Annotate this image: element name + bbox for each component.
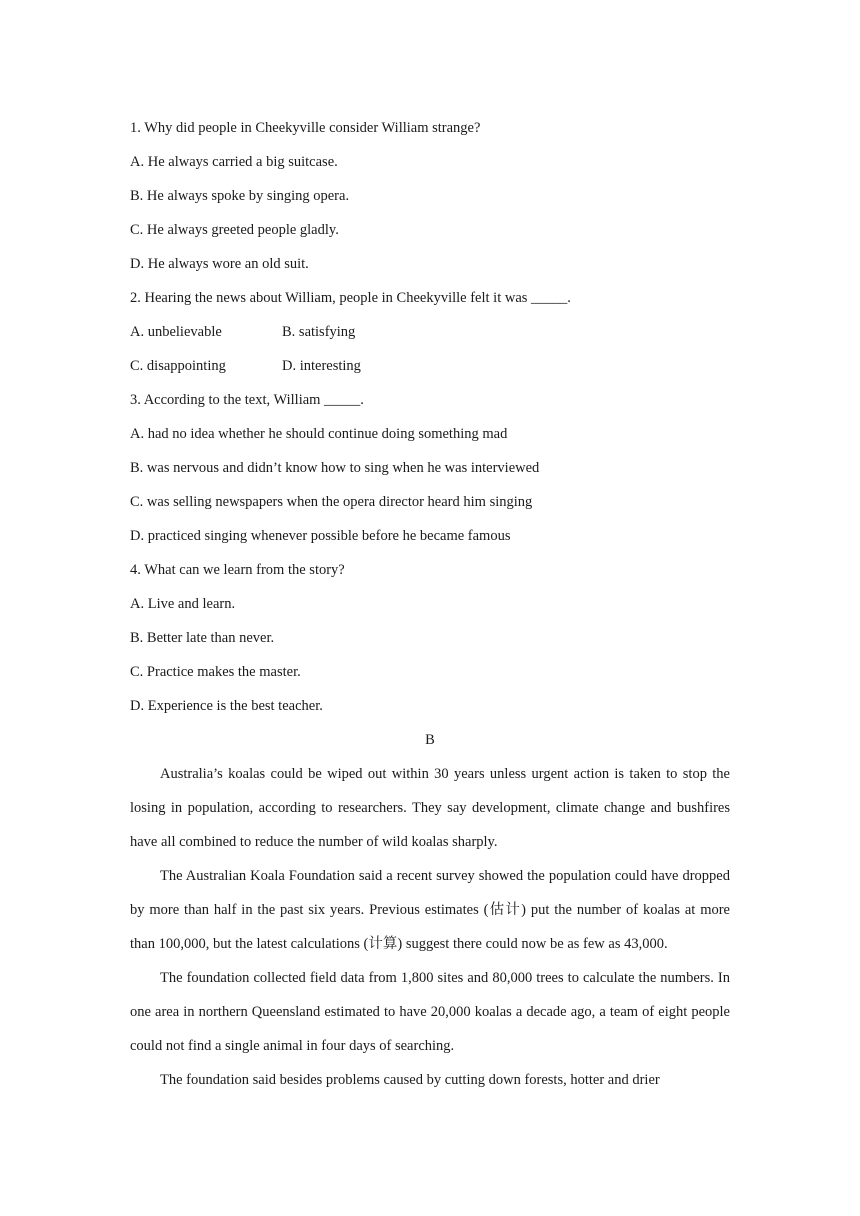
option-b: B. satisfying: [282, 324, 356, 340]
option-b: B. was nervous and didn’t know how to sing when he was interviewed: [130, 460, 540, 476]
option-row: [130, 349, 730, 383]
passage-paragraph: The foundation said besides problems caused by cutting down forests, hotter and drier: [160, 1072, 660, 1088]
option-d: D. interesting: [282, 358, 361, 374]
option-d: D. He always wore an old suit.: [130, 256, 309, 272]
passage-paragraph: The Australian Koala Foundation said a recent survey showed the population could have dropped by more than half in the past six years. Previous estimates (估计) put the number of koalas at more than 100,000, but the latest calculations (计算) suggest there could now be as few as 43,000.: [130, 868, 730, 952]
question-2: [130, 281, 730, 383]
question-stem: 2. Hearing the news about William, people in Cheekyville felt it was _____.: [130, 290, 571, 306]
option-c: C. disappointing: [130, 358, 226, 374]
option-a: A. He always carried a big suitcase.: [130, 154, 338, 170]
option-a: A. had no idea whether he should continue doing something mad: [130, 426, 508, 442]
question-stem: 1. Why did people in Cheekyville consider William strange?: [130, 120, 481, 136]
document-page: [130, 111, 730, 1097]
option-c: C. He always greeted people gladly.: [130, 222, 339, 238]
option-a: A. Live and learn.: [130, 596, 236, 612]
passage-paragraph: The foundation collected field data from 1,800 sites and 80,000 trees to calculate the numbers. In one area in northern Queensland estimated to have 20,000 koalas a decade ago, a team of eight people could not find a single animal in four days of searching.: [130, 970, 730, 1054]
option-c: C. was selling newspapers when the opera director heard him singing: [130, 494, 533, 510]
option-d: D. practiced singing whenever possible before he became famous: [130, 528, 511, 544]
question-stem: 3. According to the text, William _____.: [130, 392, 364, 408]
question-1: [130, 111, 730, 281]
option-d: D. Experience is the best teacher.: [130, 698, 323, 714]
question-3: [130, 383, 730, 553]
passage-paragraph: Australia’s koalas could be wiped out within 30 years unless urgent action is taken to stop the losing in population, according to researchers. They say development, climate change and bushfires have all combined to reduce the number of wild koalas sharply.: [130, 766, 730, 850]
option-a: A. unbelievable: [130, 324, 222, 340]
question-stem: 4. What can we learn from the story?: [130, 562, 345, 578]
question-4: [130, 553, 730, 723]
option-b: B. Better late than never.: [130, 630, 275, 646]
option-row: [130, 315, 730, 349]
option-b: B. He always spoke by singing opera.: [130, 188, 350, 204]
section-heading: B: [425, 732, 435, 748]
option-c: C. Practice makes the master.: [130, 664, 301, 680]
